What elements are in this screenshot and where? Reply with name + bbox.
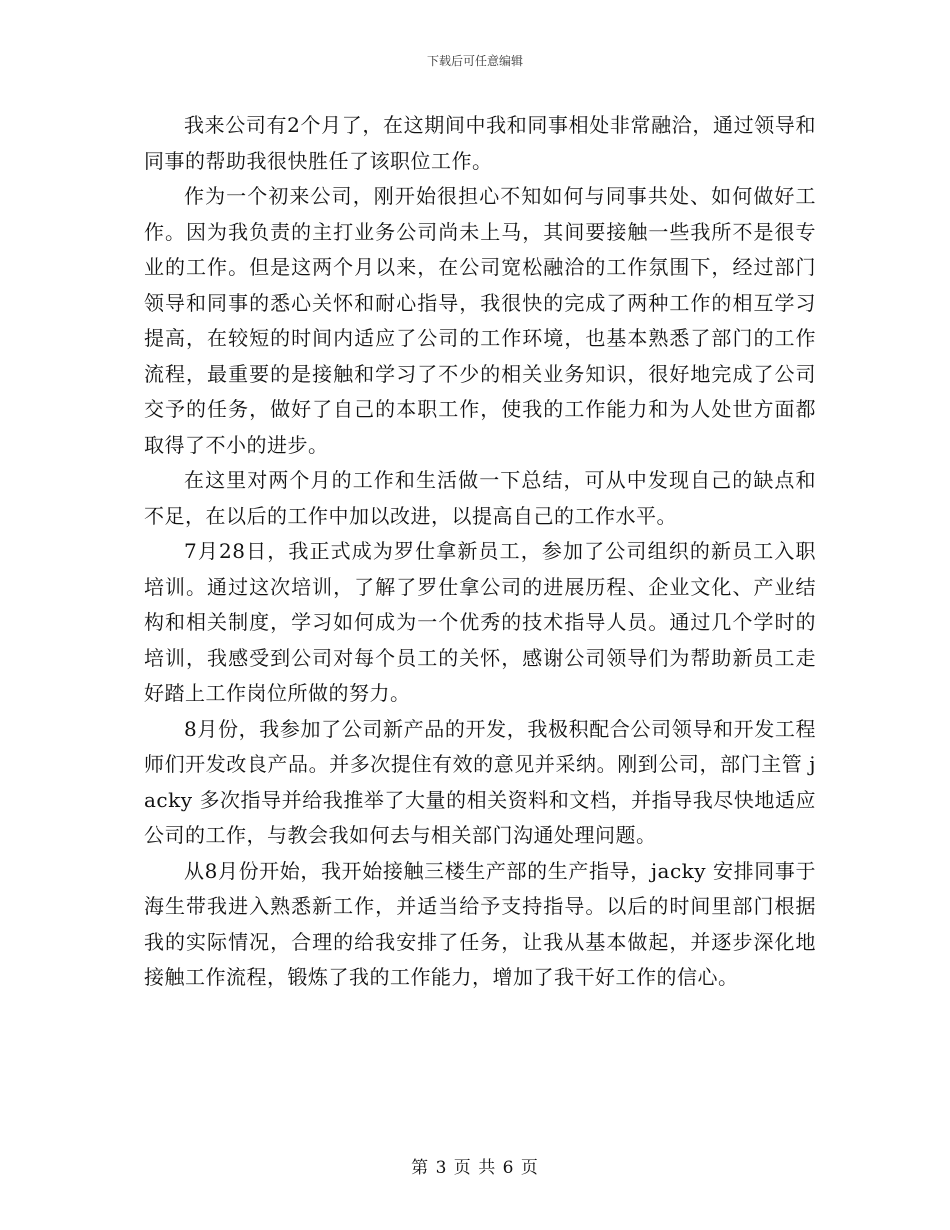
document-body bbox=[144, 108, 816, 996]
page-header: 下载后可任意编辑 bbox=[426, 54, 523, 68]
paragraph: 7月28日，我正式成为罗仕拿新员工，参加了公司组织的新员工入职培训。通过这次培训，了解了罗仕拿公司的进展历程、企业文化、产业结构和相关制度，学习如何成为一个优秀的技术指导人员。通过几个学时的培训，我感受到公司对每个员工的关怀，感谢公司领导们为帮助新员工走好踏上工作岗位所做的努力。 bbox=[144, 539, 816, 705]
paragraph: 作为一个初来公司，刚开始很担心不知如何与同事共处、如何做好工作。因为我负责的主打业务公司尚未上马，其间要接触一些我所不是很专业的工作。但是这两个月以来，在公司宽松融洽的工作氛围下，经过部门领导和同事的悉心关怀和耐心指导，我很快的完成了两种工作的相互学习提高，在较短的时间内适应了公司的工作环境，也基本熟悉了部门的工作流程，最重要的是接触和学习了不少的相关业务知识，很好地完成了公司交予的任务，做好了自己的本职工作，使我的工作能力和为人处世方面都取得了不小的进步。 bbox=[144, 184, 816, 457]
paragraph: 在这里对两个月的工作和生活做一下总结，可从中发现自己的缺点和不足，在以后的工作中加以改进，以提高自己的工作水平。 bbox=[144, 468, 816, 528]
page-footer bbox=[0, 1153, 950, 1178]
paragraph: 从8月份开始，我开始接触三楼生产部的生产指导，jacky 安排同事于海生带我进入熟悉新工作，并适当给予支持指导。以后的时间里部门根据我的实际情况，合理的给我安排了任务，让我从基本做起，并逐步深化地接触工作流程，锻炼了我的工作能力，增加了我干好工作的信心。 bbox=[144, 858, 816, 989]
page-number-label: 第 3 页 共 6 页 bbox=[411, 1158, 539, 1178]
paragraph: 我来公司有2个月了，在这期间中我和同事相处非常融洽，通过领导和同事的帮助我很快胜任了该职位工作。 bbox=[144, 113, 816, 173]
paragraph: 8月份，我参加了公司新产品的开发，我极积配合公司领导和开发工程师们开发改良产品。并多次提住有效的意见并采纳。刚到公司，部门主管 jacky 多次指导并给我推举了大量的相关资料和文档，并指导我尽快地适应公司的工作，与教会我如何去与相关部门沟通处理问题。 bbox=[144, 716, 816, 847]
